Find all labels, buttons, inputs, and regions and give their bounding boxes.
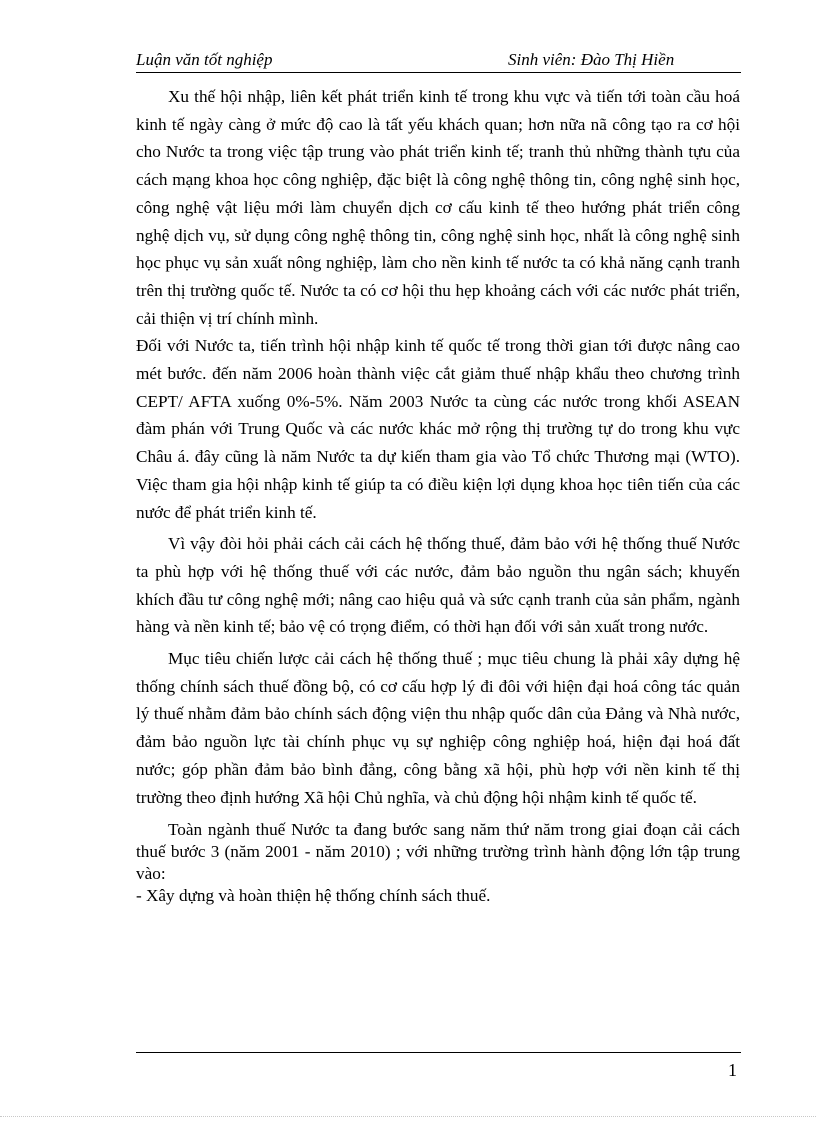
page-bottom-border [0, 1116, 816, 1117]
paragraph-integration-trend: Xu thế hội nhập, liên kết phát triển kinh tế trong khu vực và tiến tới toàn cầu hoá kinh tế ngày càng ở mức độ cao là tất yếu khách quan; hơn nữa nã công tạo ra cơ hội cho Nước ta trong việc tập trung vào phát triển kinh tế; tranh thủ những thành tựu của cách mạng khoa học công nghiệp, đặc biệt là công nghệ thông tin, công nghệ sinh học, công nghệ vật liệu mới làm chuyển dịch cơ cấu kinh tế theo hướng phát triển công nghệ dịch vụ, sử dụng công nghệ thông tin, công nghệ sinh học, nhất là công nghệ sinh học phục vụ sản xuất nông nghiệp, làm cho nền kinh tế nước ta có khả năng cạnh tranh trên thị trường quốc tế. Nước ta có cơ hội thu hẹp khoảng cách với các nước phát triển, cải thiện vị trí chính mình. [136, 87, 740, 328]
list-item-tax-policy: - Xây dựng và hoàn thiện hệ thống chính sách thuế. [136, 886, 491, 906]
page-number: 1 [728, 1060, 737, 1080]
paragraph-strategic-goal: Mục tiêu chiến lược cải cách hệ thống thuế ; mục tiêu chung là phải xây dựng hệ thống chính sách thuế đồng bộ, có cơ cấu hợp lý đi đôi với hiện đại hoá công tác quản lý thuế nhằm đảm bảo chính sách động viện thu nhập quốc dân của Đảng và Nhà nước, đảm bảo nguồn lực tài chính phục vụ sự nghiệp công nghiệp hoá, hiện đại hoá đất nước; góp phần đảm bảo bình đẳng, công bằng xã hội, phù hợp với nền kinh tế thị trường theo định hướng Xã hội Chủ nghĩa, và chủ động hội nhậm kinh tế quốc tế. [136, 649, 740, 807]
body-text [136, 83, 740, 907]
header-rule [136, 72, 741, 73]
paragraph-tax-reform-need: Vì vậy đòi hỏi phải cách cải cách hệ thống thuế, đảm bảo với hệ thống thuế Nước ta phù hợp với hệ thống thuế với các nước, đảm bảo nguồn thu ngân sách; khuyến khích đầu tư công nghệ mới; nâng cao hiệu quả và sức cạnh tranh của sản phẩm, ngành hàng và nền kinh tế; bảo vệ có trọng điểm, có thời hạn đối với sản xuất trong nước. [136, 534, 740, 637]
header-thesis-title: Luận văn tốt nghiệp [136, 50, 273, 69]
header-student-name: Sinh viên: Đào Thị Hiền [508, 50, 675, 69]
paragraph-reform-phase: Toàn ngành thuế Nước ta đang bước sang năm thứ năm trong giai đoạn cải cách thuế bước 3 (năm 2001 - năm 2010) ; với những trường trình hành động lớn tập trung vào: [136, 820, 740, 884]
page-header [136, 48, 740, 72]
paragraph-economic-integration: Đối với Nước ta, tiến trình hội nhập kinh tế quốc tế trong thời gian tới được nâng cao mét bước. đến năm 2006 hoàn thành việc cắt giảm thuế nhập khẩu theo chương trình CEPT/ AFTA xuống 0%-5%. Năm 2003 Nước ta cùng các nước trong khối ASEAN đàm phán với Trung Quốc và các nước khác mở rộng thị trường tự do trong khu vực Châu á. đây cũng là năm Nước ta dự kiến tham gia vào Tổ chức Thương mại (WTO). Việc tham gia hội nhập kinh tế giúp ta có điều kiện lợi dụng khoa học tiên tiến của các nước để phát triển kinh tế. [136, 336, 740, 522]
footer-rule [136, 1052, 741, 1053]
